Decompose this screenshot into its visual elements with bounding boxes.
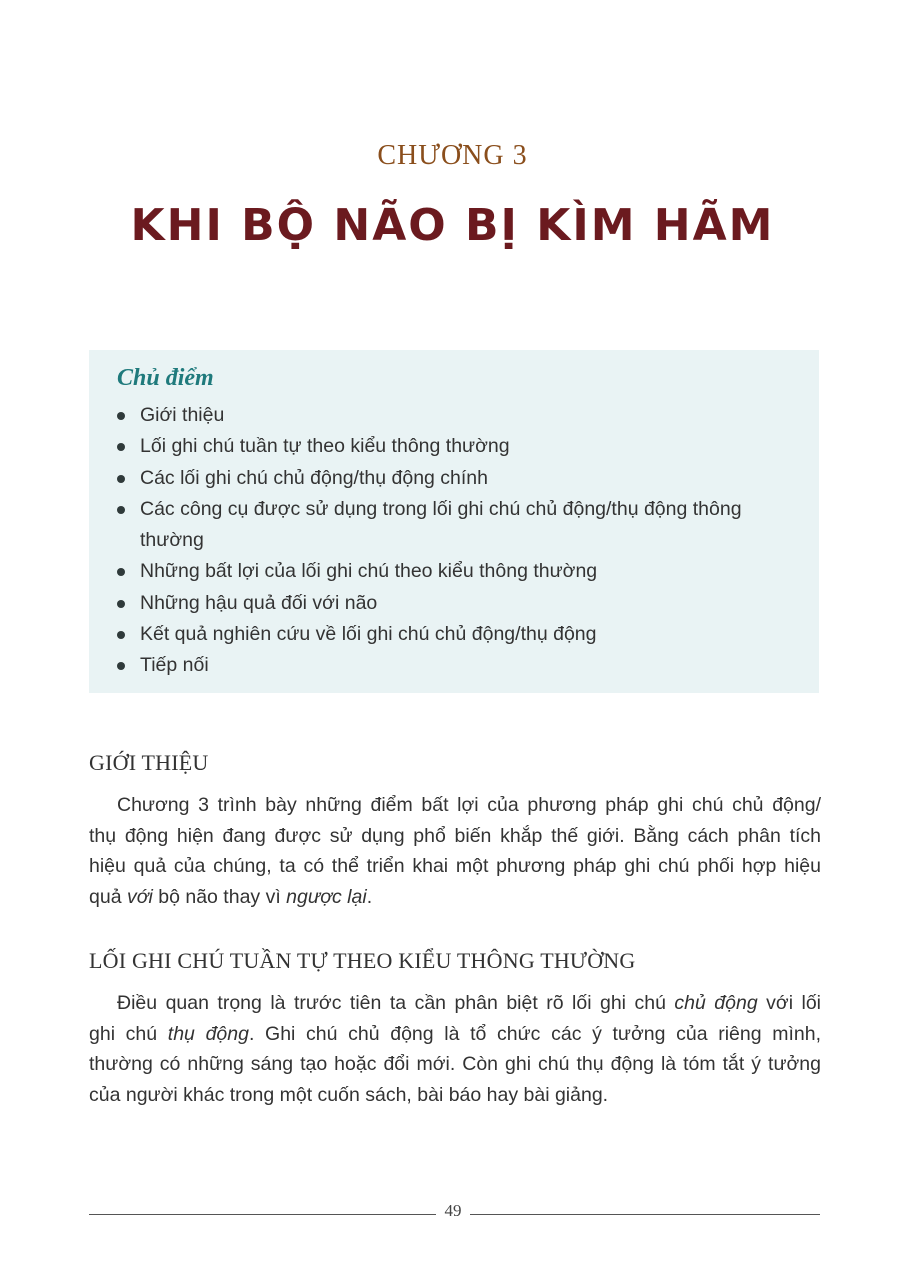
bullet-icon	[117, 662, 125, 670]
topics-list	[115, 400, 819, 682]
paragraph-line: thụ động hiện đang được sử dụng phổ biến khắp thế giới. Bằng cách phân tích	[89, 824, 821, 847]
footer-rule-left	[89, 1214, 436, 1215]
topic-item-label: Những hậu quả đối với não	[140, 591, 378, 614]
page-number: 49	[444, 1201, 462, 1220]
bullet-icon	[117, 600, 125, 608]
paragraph-line	[89, 1019, 821, 1050]
text-run: quả	[89, 885, 127, 908]
topic-item-label: Giới thiệu	[140, 404, 225, 426]
topic-item	[115, 619, 819, 650]
topic-item-label: Kết quả nghiên cứu về lối ghi chú chủ động/thụ động	[140, 623, 597, 646]
text-run: bộ não thay vì	[152, 885, 287, 908]
paragraph-line: Chương 3 trình bày những điểm bất lợi của phương pháp ghi chú chủ động/	[117, 794, 821, 816]
topic-item	[115, 588, 819, 619]
topics-box	[89, 350, 819, 693]
topic-item-label: Tiếp nối	[140, 654, 209, 677]
footer-rule-right	[470, 1214, 820, 1215]
topic-item	[115, 463, 819, 494]
text-run: ghi chú	[89, 1022, 168, 1045]
text-run: . Ghi chú chủ động là tổ chức các ý tưởng của riêng mình,	[248, 1022, 822, 1045]
topic-item	[115, 556, 819, 587]
topic-item	[115, 650, 819, 681]
topic-item-label: Những bất lợi của lối ghi chú theo kiểu thông thường	[140, 560, 598, 583]
chapter-title: KHI BỘ NÃO BỊ KÌM HÃM	[130, 200, 775, 251]
bullet-icon	[117, 412, 125, 420]
paragraph-sequential-notes	[89, 988, 821, 1110]
topic-item-label: Các công cụ được sử dụng trong lối ghi chú chủ động/thụ động thông thường	[140, 497, 742, 552]
paragraph-line: của người khác trong một cuốn sách, bài báo hay bài giảng.	[89, 1083, 609, 1106]
bullet-icon	[117, 506, 125, 514]
paragraph-line: thường có những sáng tạo hoặc đổi mới. Còn ghi chú thụ động là tóm tắt ý tưởng	[89, 1053, 821, 1075]
topic-item	[115, 400, 819, 431]
paragraph-line	[89, 882, 821, 913]
emphasis-text: với	[126, 885, 153, 908]
bullet-icon	[117, 631, 125, 639]
topic-item-label: Các lối ghi chú chủ động/thụ động chính	[140, 466, 489, 489]
paragraph-line	[89, 988, 821, 1019]
emphasis-text: thụ động	[167, 1022, 249, 1045]
chapter-label: CHƯƠNG 3	[377, 140, 528, 171]
topics-heading: Chủ điểm	[117, 365, 214, 391]
emphasis-text: chủ động	[674, 992, 758, 1014]
bullet-icon	[117, 443, 125, 451]
section-heading-introduction: GIỚI THIỆU	[89, 750, 209, 775]
paragraph-line: hiệu quả của chúng, ta có thể triển khai một phương pháp ghi chú phối hợp hiệu	[89, 855, 821, 877]
bullet-icon	[117, 568, 125, 576]
paragraph-introduction	[89, 790, 821, 912]
topic-item-label: Lối ghi chú tuần tự theo kiểu thông thường	[140, 435, 510, 458]
text-run: với lối	[757, 992, 821, 1014]
bullet-icon	[117, 475, 125, 483]
emphasis-text: ngược lại	[286, 885, 367, 908]
topic-item	[115, 494, 819, 557]
topic-item	[115, 431, 819, 462]
section-heading-sequential-notes: LỐI GHI CHÚ TUẦN TỰ THEO KIỂU THÔNG THƯỜNG	[89, 948, 636, 973]
text-run: Điều quan trọng là trước tiên ta cần phân biệt rõ lối ghi chú	[117, 992, 675, 1014]
text-run: .	[366, 885, 373, 908]
